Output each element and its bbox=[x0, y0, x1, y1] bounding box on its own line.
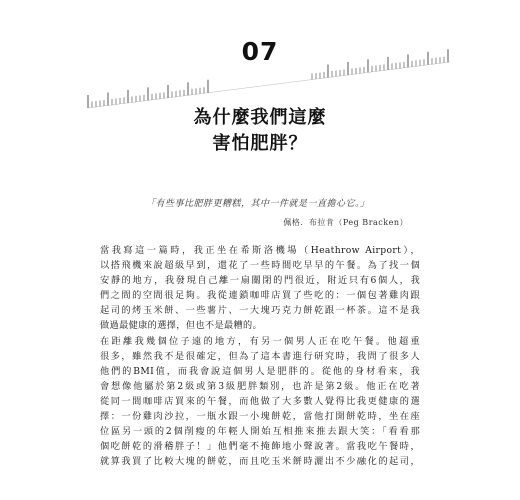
paragraph-line: 起司的烤玉米餅、一些薯片、一大塊巧克力餅乾跟一杯茶。這不是我 bbox=[100, 305, 420, 316]
paragraph-line: 就算我買了比較大塊的餅乾，而且吃玉米餅時灑出不少融化的起司， bbox=[100, 456, 420, 467]
paragraph-line: 很多，雖然我不是很確定，但為了這本書進行研究時，我問了很多人 bbox=[100, 351, 420, 362]
epigraph-quote: 「有些事比肥胖更糟糕，其中一件就是一直擔心它。」 bbox=[146, 199, 370, 209]
paragraph-line: 從同一間咖啡店買來的午餐，而他做了大多數人覺得比我更健康的選 bbox=[100, 396, 420, 407]
paragraph-line: 他們的BMI值，而我會說這個男人是肥胖的。從他的身材看來，我 bbox=[100, 366, 420, 377]
paragraph-line: 當我寫這一篇時，我正坐在希斯洛機場（Heathrow Airport）， bbox=[100, 245, 420, 256]
paragraph-line: 在距離我幾個位子遠的地方，有另一個男人正在吃午餐。他超重 bbox=[100, 336, 420, 347]
paragraph-line: 會想像他屬於第2級或第3級肥胖類別，也許是第2級。他正在吃著 bbox=[100, 381, 420, 392]
chapter-number: 07 bbox=[214, 38, 306, 66]
paragraph-line: 擇：一份雞肉沙拉，一瓶水跟一小塊餅乾，當他打開餅乾時，坐在座 bbox=[100, 411, 420, 422]
paragraph-line: 做過最健康的選擇，但也不是最糟的。 bbox=[100, 320, 263, 331]
chapter-title-line-2: 害怕肥胖？ bbox=[212, 133, 308, 154]
chapter-title-line-1: 為什麼我們這麼 bbox=[193, 107, 327, 128]
paragraph-line: 以搭飛機來說超級早到，還花了一些時間吃早早的午餐。為了找一個 bbox=[100, 260, 420, 271]
paragraph-line: 們之間的空間很足夠。我從連鎖咖啡店買了些吃的：一個包著雞肉跟 bbox=[100, 290, 420, 301]
epigraph-attribution: 佩格．布拉肯（Peg Bracken） bbox=[283, 218, 408, 227]
ruler-baseline bbox=[88, 62, 450, 108]
paragraph-line: 安靜的地方，我發現自己離一扇關閉的門很近，附近只有6個人，我 bbox=[100, 275, 421, 286]
paragraph-line: 個吃餅乾的滑稽胖子！」他們毫不掩飾地小聲說著。當我吃午餐時， bbox=[100, 441, 420, 452]
paragraph-line: 位區另一頭的2個削瘦的年輕人開始互相推來推去跟大笑：「看看那 bbox=[100, 426, 420, 437]
